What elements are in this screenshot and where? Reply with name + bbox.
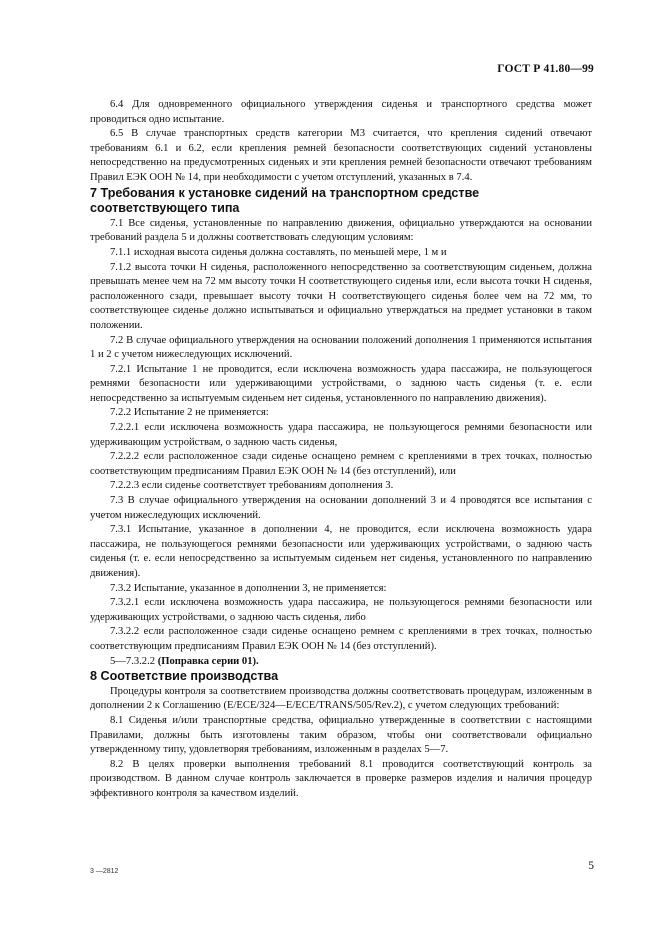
page-number: 5 — [588, 860, 594, 872]
paragraph-6-5: 6.5 В случае транспортных средств категории М3 считается, что крепления сидений отвечают требованиям 6.1 и 6.2, если крепления ремней безопасности соответствующих сидений установлены непосредственно на предусмотренных сиденьях и эти крепления ремней безопасности отвечают требованиям Правил ЕЭК ООН № 14, при необходимости с учетом отступлений, указанных в 7.4. — [90, 128, 592, 183]
paragraph-7-2: 7.2 В случае официального утверждения на основании положений дополнения 1 применяются испытания 1 и 2 с учетом нижеследующих исключений. — [90, 334, 592, 361]
paragraph-7-1-1: 7.1.1 исходная высота сиденья должна составлять, по меньшей мере, 1 м и — [110, 246, 447, 258]
print-code: 3 —2812 — [90, 868, 119, 875]
amendment-series: (Поправка серии 01). — [157, 655, 259, 667]
paragraph-7-2-2: 7.2.2 Испытание 2 не применяется: — [110, 407, 269, 419]
paragraph-7-2-2-3: 7.2.2.3 если сиденье соответствует требованиям дополнения 3. — [110, 480, 394, 492]
paragraph-7-2-2-2: 7.2.2.2 если расположенное сзади сиденье оснащено ремнем с креплениями в трех точках, полностью соответствующим предписаниям Правил ЕЭК ООН № 14 (без отступлений), или — [90, 451, 592, 477]
section-8-title: 8 Соответствие производства — [90, 669, 279, 684]
amendment-note — [90, 655, 592, 670]
paragraph-7-1: 7.1 Все сиденья, установленные по направлению движения, официально утверждаются на основании требований раздела 5 и должны соответствовать следующим условиям: — [90, 217, 592, 244]
section-7-title: 7 Требования к установке сидений на транспортном средстве соответствующего типа — [90, 185, 480, 216]
paragraph-7-2-2-1: 7.2.2.1 если исключена возможность удара пассажира, не пользующегося ремнями безопасности или удерживающим устройствам, о заднюю часть сиденья, — [90, 422, 592, 448]
paragraph-7-3-2-1: 7.3.2.1 если исключена возможность удара пассажира, не пользующегося ремнями безопасности или удерживающих устройствами, о заднюю часть сиденья, либо — [90, 597, 592, 623]
page-content — [90, 98, 592, 802]
paragraph-8-1: 8.1 Сиденья и/или транспортные средства, официально утвержденные в соответствии с настоящими Правилами, должны быть изготовлены таким образом, чтобы они соответствовали официально утвержденному типу, удовлетворяя требованиям, изложенным в разделах 5—7. — [90, 714, 592, 756]
paragraph-7-1-2: 7.1.2 высота точки Н сиденья, расположенного непосредственно за соответствующим сиденьем, должна превышать менее чем на 72 мм высоту точки Н соответствующего сиденья или, если высота точки Н сиденья, расположенного сзади, превышает высоту точки Н соответствующего сиденья более чем на 72 мм, то соответствующее сиденье должно испытываться и официально утверждаться на предмет установки в таком положении. — [90, 261, 592, 331]
paragraph-7-3: 7.3 В случае официального утверждения на основании дополнений 3 и 4 проводятся все испытания с учетом нижеследующих исключений. — [90, 495, 592, 521]
paragraph-6-4: 6.4 Для одновременного официального утверждения сиденья и транспортного средства может проводиться одно испытание. — [90, 99, 592, 125]
paragraph-7-2-1: 7.2.1 Испытание 1 не проводится, если исключена возможность удара пассажира, не пользующегося ремнями безопасности или удерживающими устройствами, о заднюю часть сиденья (т. е. если непосредственно за испытуемым сиденьем нет сиденья, установленного по направлению движения). — [90, 363, 592, 404]
paragraph-7-3-2: 7.3.2 Испытание, указанное в дополнении 3, не применяется: — [110, 582, 387, 594]
paragraph-7-3-1: 7.3.1 Испытание, указанное в дополнении 4, не проводится, если исключена возможность удара пассажира, не пользующегося ремнями безопасности или удерживающих устройствами, о заднюю часть сиденья (т. е. если непосредственно за испытуемым сиденьем нет сиденья, установленного по направлению движения). — [90, 524, 592, 579]
standard-header: ГОСТ Р 41.80—99 — [497, 63, 594, 75]
amendment-range: 5—7.3.2.2 — [110, 655, 156, 667]
paragraph-7-3-2-2: 7.3.2.2 если расположенное сзади сиденье оснащено ремнем с креплениями в трех точках, полностью соответствующим предписаниям Правил ЕЭК ООН № 14 (без отступлений). — [90, 626, 592, 652]
paragraph-8-intro: Процедуры контроля за соответствием производства должны соответствовать процедурам, изложенным в дополнении 2 к Соглашению (E/ECE/324—E/ECE/TRANS/505/Rev.2), с учетом следующих требований: — [90, 685, 592, 712]
paragraph-8-2: 8.2 В целях проверки выполнения требований 8.1 проводится соответствующий контроль за производством. В данном случае контроль заключается в проверке размеров изделия и наличия процедур эффективного контроля за качеством изделий. — [90, 758, 592, 799]
